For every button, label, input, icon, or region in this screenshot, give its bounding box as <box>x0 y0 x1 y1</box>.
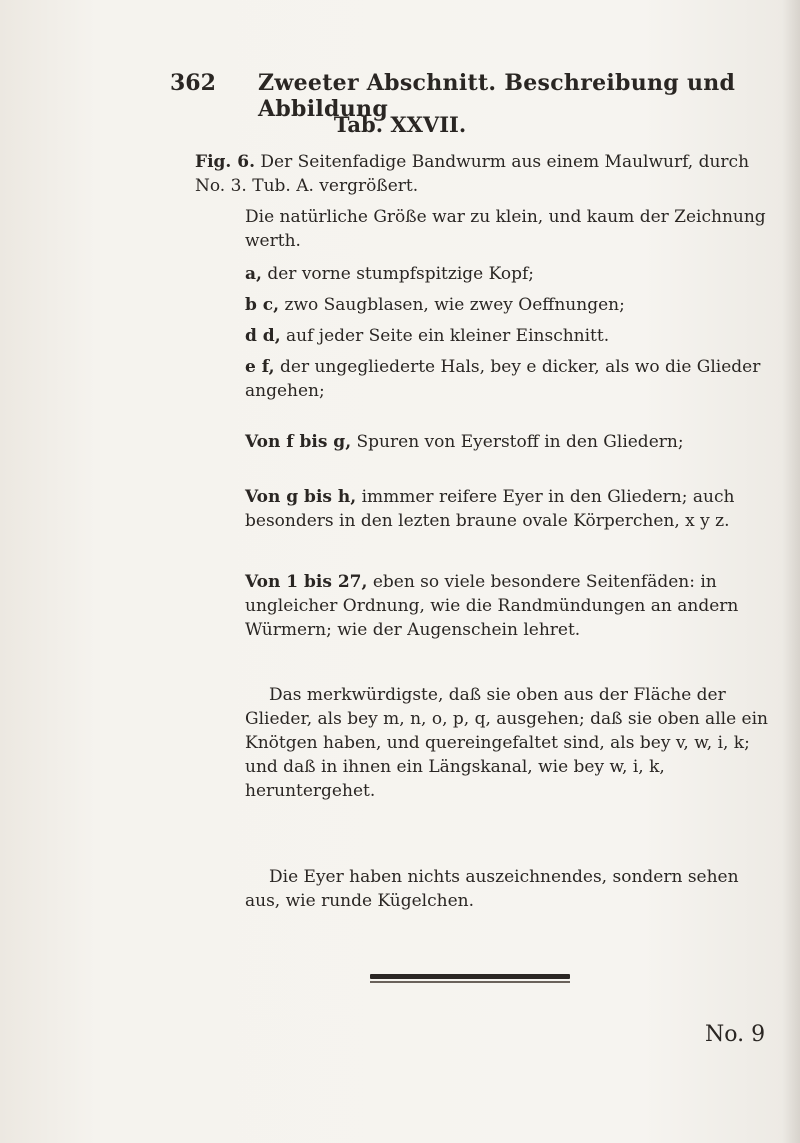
legend-text: auf jeder Seite ein kleiner Einschnitt. <box>286 326 610 346</box>
page-number: 362 <box>170 70 216 96</box>
range-label: Von 1 bis 27, <box>245 572 368 592</box>
range-text: eben so viele besondere Seitenfäden: in ungleicher Ordnung, wie die Randmündungen an andern Würmern; wie der Augenschein lehret. <box>245 572 739 640</box>
section-range <box>245 485 775 533</box>
paragraph <box>245 683 775 803</box>
size-note-text: Die natürliche Größe war zu klein, und kaum der Zeichnung werth. <box>245 207 766 251</box>
legend-text: der ungegliederte Hals, bey e dicker, als wo die Glieder angehen; <box>245 357 761 401</box>
range-label: Von f bis g, <box>245 432 352 452</box>
size-note <box>245 205 775 253</box>
legend-item <box>245 355 775 403</box>
legend-label: d d, <box>245 326 281 346</box>
legend-item <box>245 262 775 286</box>
range-label: Von g bis h, <box>245 487 357 507</box>
catchword: No. 9 <box>705 1022 766 1047</box>
section-rule <box>370 974 570 979</box>
paragraph <box>245 865 775 913</box>
range-text: Spuren von Eyerstoff in den Gliedern; <box>356 432 684 452</box>
section-range <box>245 430 775 454</box>
legend-text: zwo Saugblasen, wie zwey Oeffnungen; <box>284 295 625 315</box>
legend-label: e f, <box>245 357 275 377</box>
page-header <box>170 70 770 122</box>
legend-label: a, <box>245 264 262 284</box>
range-text: immmer reifere Eyer in den Gliedern; auch besonders in den lezten braune ovale Körperchen, x y z. <box>245 487 735 531</box>
figure-caption-text: Der Seitenfadige Bandwurm aus einem Maulwurf, durch No. 3. Tub. A. vergrößert. <box>195 152 750 196</box>
figure-caption <box>195 150 775 198</box>
legend-item <box>245 324 775 348</box>
legend-label: b c, <box>245 295 280 315</box>
binding-shadow <box>782 0 800 1143</box>
legend-text: der vorne stumpfspitzige Kopf; <box>267 264 534 284</box>
paragraph-text: Das merkwürdigste, daß sie oben aus der Fläche der Glieder, als bey m, n, o, p, q, ausgehen; daß sie oben alle ein Knötgen haben, und quereingefaltet sind, als bey v, w, i, k; und daß in ihnen ein Längskanal, wie bey w, i, k, heruntergehet. <box>245 685 768 801</box>
legend-item <box>245 293 775 317</box>
section-range <box>245 570 775 642</box>
paragraph-text: Die Eyer haben nichts auszeichnendes, sondern sehen aus, wie runde Kügelchen. <box>245 867 739 911</box>
running-head: Zweeter Abschnitt. Beschreibung und Abbildung <box>258 70 736 122</box>
plate-heading: Tab. XXVII. <box>333 112 467 137</box>
section-rule-thin <box>370 981 570 983</box>
figure-label: Fig. 6. <box>195 152 255 172</box>
